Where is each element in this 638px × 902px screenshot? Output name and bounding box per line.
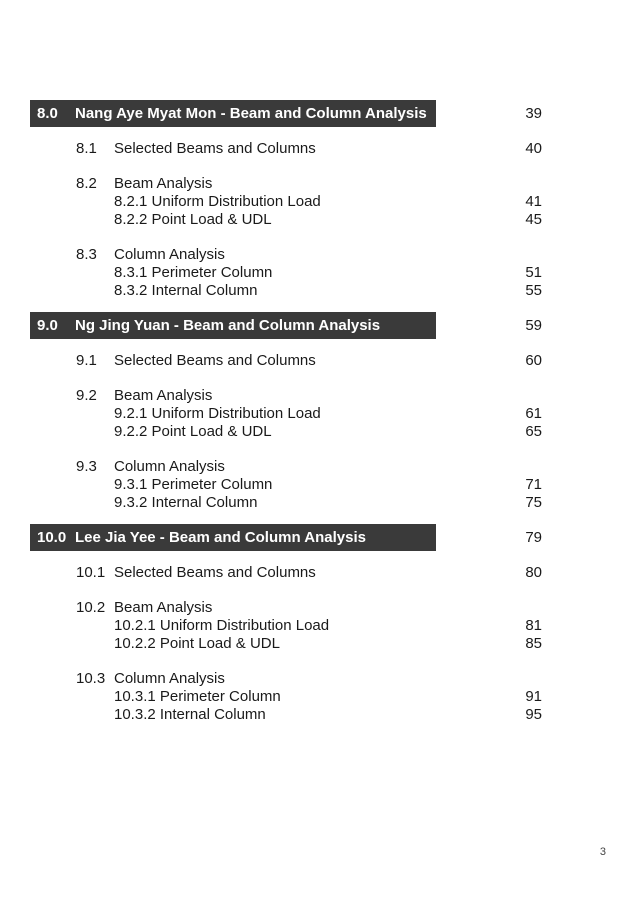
toc-entry[interactable] (0, 175, 638, 193)
entry-page-number: 51 (525, 264, 542, 281)
entry-label: 9.2.2 Point Load & UDL (114, 423, 272, 440)
toc-entry[interactable] (0, 599, 638, 617)
section-page-number: 79 (525, 529, 542, 546)
entry-label: 8.2.2 Point Load & UDL (114, 211, 272, 228)
entry-number: 9.1 (76, 352, 97, 369)
section-title: Nang Aye Myat Mon - Beam and Column Analysis (75, 105, 427, 122)
entry-label: 8.2.1 Uniform Distribution Load (114, 193, 321, 210)
entry-label: Beam Analysis (114, 387, 213, 404)
entry-label: 9.2.1 Uniform Distribution Load (114, 405, 321, 422)
entry-label: 10.2.2 Point Load & UDL (114, 635, 280, 652)
toc-entry[interactable] (0, 246, 638, 264)
toc-subentry[interactable] (0, 211, 638, 229)
entry-page-number: 80 (525, 564, 542, 581)
entry-label: 10.3.1 Perimeter Column (114, 688, 281, 705)
entry-number: 8.3 (76, 246, 97, 263)
entry-page-number: 40 (525, 140, 542, 157)
entry-page-number: 60 (525, 352, 542, 369)
footer-page-number: 3 (599, 846, 606, 858)
toc-section-8 (0, 100, 638, 299)
section-number: 8.0 (37, 105, 58, 122)
entry-label: 9.3.1 Perimeter Column (114, 476, 273, 493)
entry-page-number: 55 (525, 282, 542, 299)
toc-subentry[interactable] (0, 405, 638, 423)
entry-page-number: 65 (525, 423, 542, 440)
entry-label: 8.3.1 Perimeter Column (114, 264, 273, 281)
entry-label: 8.3.2 Internal Column (114, 282, 258, 299)
entry-label: Beam Analysis (114, 599, 213, 616)
toc-subentry[interactable] (0, 635, 638, 653)
section-page-number: 39 (525, 105, 542, 122)
toc-subentry[interactable] (0, 264, 638, 282)
entry-label: 10.2.1 Uniform Distribution Load (114, 617, 330, 634)
section-header[interactable] (0, 312, 638, 339)
entry-page-number: 41 (525, 193, 542, 210)
entry-number: 10.2 (76, 599, 106, 616)
entry-number: 9.3 (76, 458, 97, 475)
entry-number: 8.1 (76, 140, 97, 157)
entry-label: Selected Beams and Columns (114, 140, 316, 157)
entry-page-number: 95 (525, 706, 542, 723)
toc-subentry[interactable] (0, 706, 638, 724)
toc-entry[interactable] (0, 564, 638, 582)
entry-label: Column Analysis (114, 458, 225, 475)
toc-entry[interactable] (0, 387, 638, 405)
toc-entry[interactable] (0, 352, 638, 370)
toc-section-10 (0, 524, 638, 723)
entry-number: 9.2 (76, 387, 97, 404)
entry-page-number: 91 (525, 688, 542, 705)
toc-subentry[interactable] (0, 494, 638, 512)
section-number: 9.0 (37, 317, 58, 334)
entry-label: Beam Analysis (114, 175, 213, 192)
section-header[interactable] (0, 100, 638, 127)
toc-subentry[interactable] (0, 688, 638, 706)
section-page-number: 59 (525, 317, 542, 334)
toc-subentry[interactable] (0, 423, 638, 441)
entry-page-number: 81 (525, 617, 542, 634)
toc-entry[interactable] (0, 140, 638, 158)
entry-page-number: 61 (525, 405, 542, 422)
entry-number: 8.2 (76, 175, 97, 192)
entry-number: 10.3 (76, 670, 106, 687)
toc-section-9 (0, 312, 638, 511)
entry-label: 10.3.2 Internal Column (114, 706, 266, 723)
entry-label: Column Analysis (114, 670, 225, 687)
toc-subentry[interactable] (0, 476, 638, 494)
entry-number: 10.1 (76, 564, 106, 581)
entry-page-number: 71 (525, 476, 542, 493)
section-header[interactable] (0, 524, 638, 551)
toc-subentry[interactable] (0, 617, 638, 635)
entry-page-number: 75 (525, 494, 542, 511)
toc-entry[interactable] (0, 458, 638, 476)
entry-label: 9.3.2 Internal Column (114, 494, 258, 511)
section-title: Lee Jia Yee - Beam and Column Analysis (75, 529, 366, 546)
toc-entry[interactable] (0, 670, 638, 688)
entry-label: Selected Beams and Columns (114, 564, 316, 581)
toc-subentry[interactable] (0, 282, 638, 300)
section-number: 10.0 (37, 529, 67, 546)
entry-label: Selected Beams and Columns (114, 352, 316, 369)
entry-page-number: 85 (525, 635, 542, 652)
section-title: Ng Jing Yuan - Beam and Column Analysis (75, 317, 381, 334)
toc-subentry[interactable] (0, 193, 638, 211)
entry-label: Column Analysis (114, 246, 225, 263)
entry-page-number: 45 (525, 211, 542, 228)
